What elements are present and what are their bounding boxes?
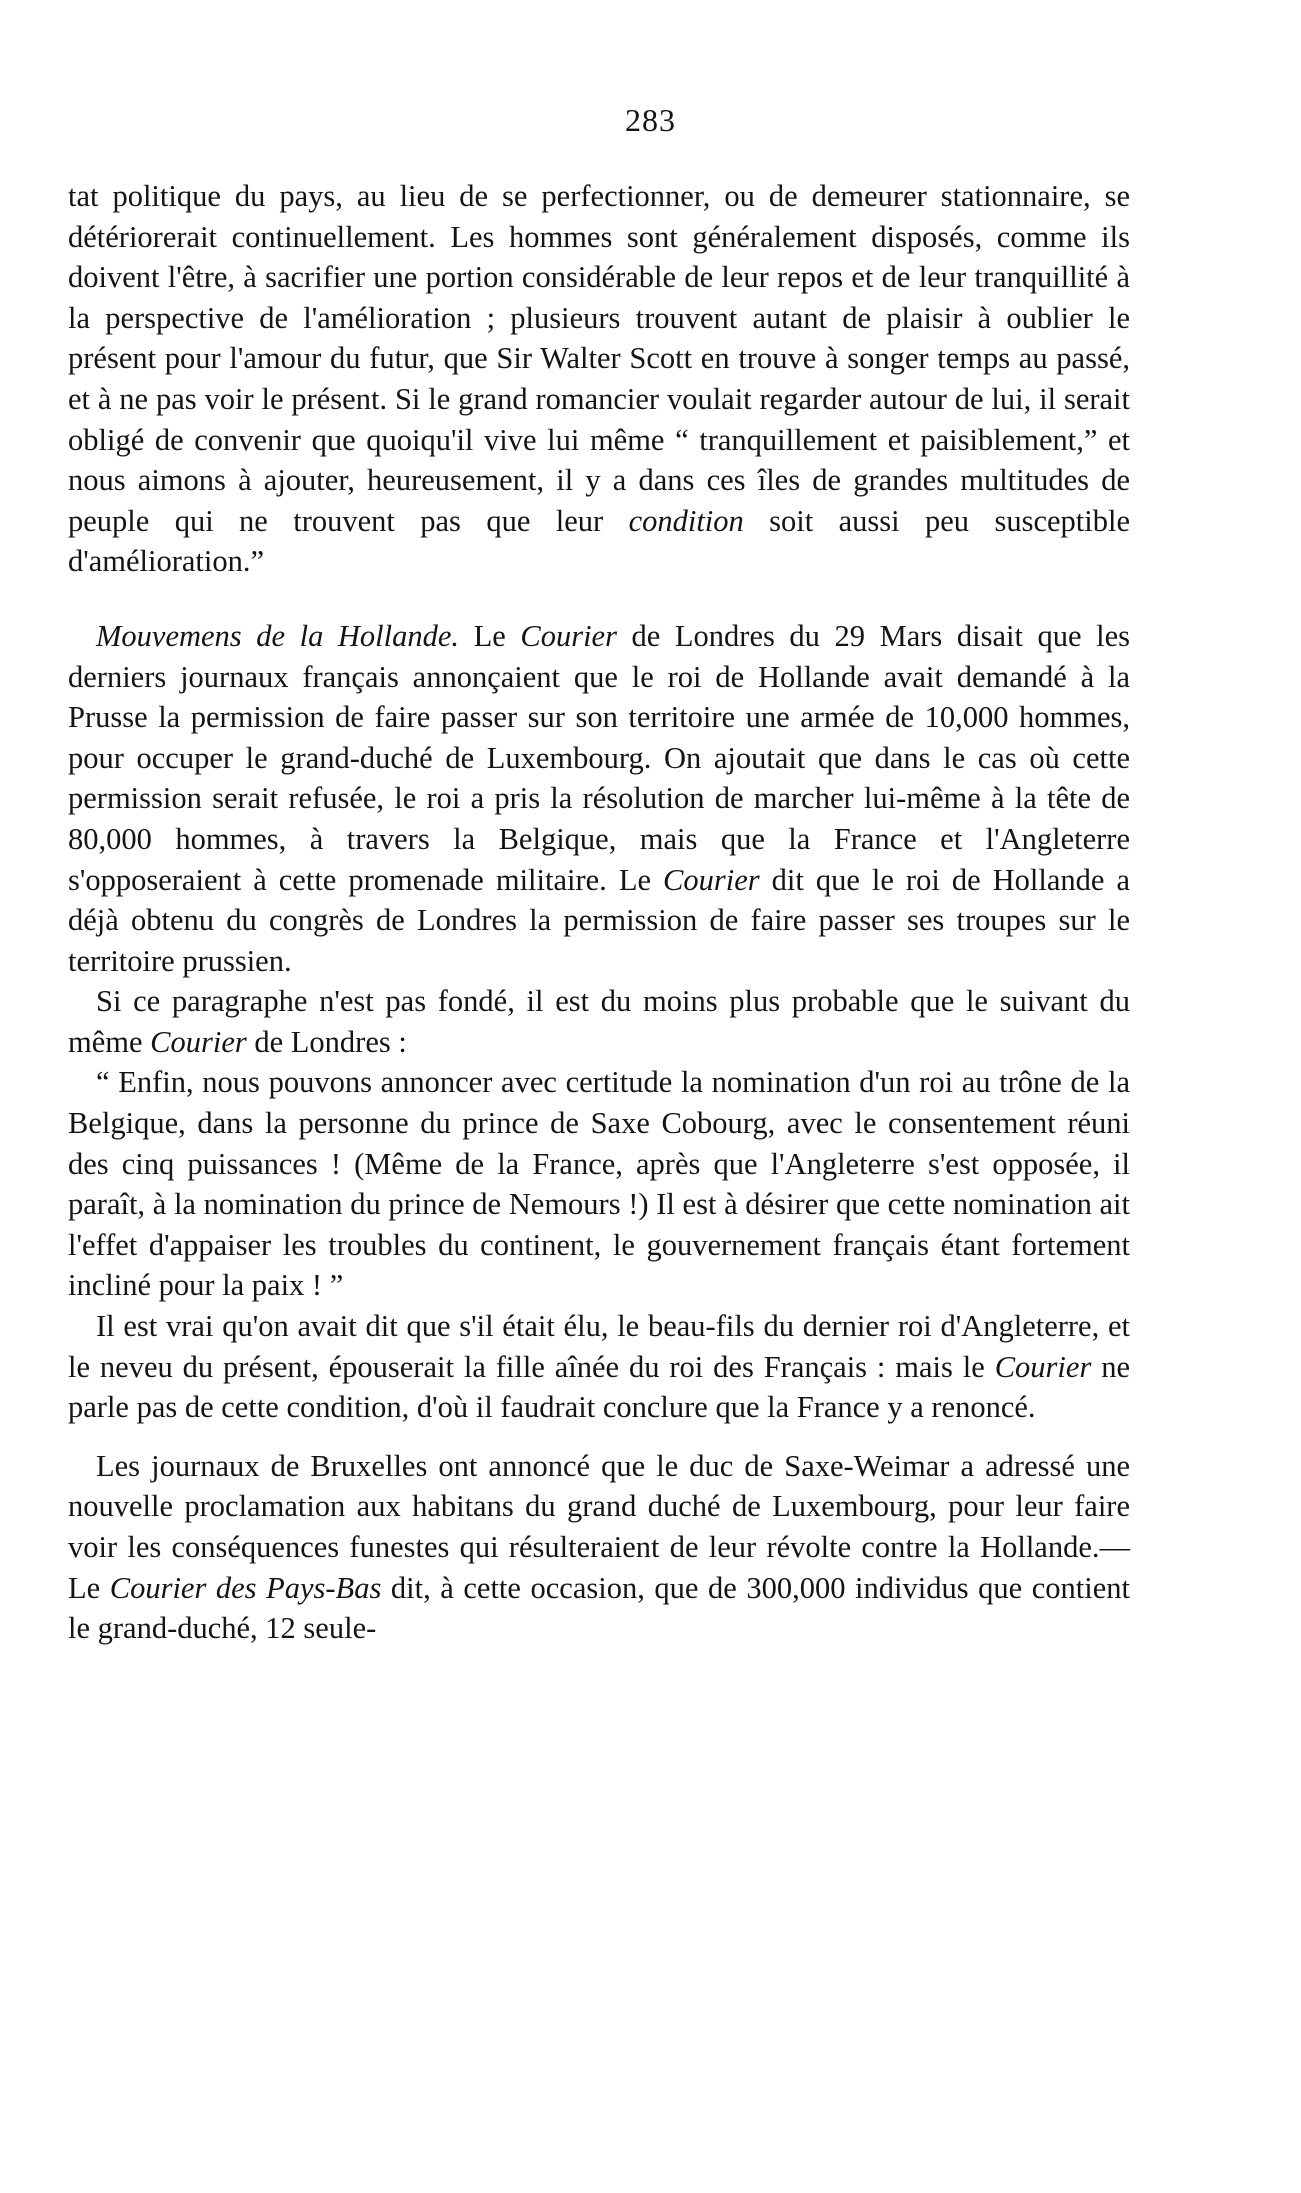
page-number: 283 bbox=[625, 102, 676, 138]
text-column bbox=[68, 176, 1130, 1649]
text-segment: dit que le roi de Hollande a déjà obtenu du congrès de Londres la permission de faire passer ses troupes sur le territoire prussien. bbox=[68, 862, 1130, 978]
text-segment: Le bbox=[459, 618, 521, 653]
italic-text: Courier bbox=[520, 618, 617, 653]
text-segment: tat politique du pays, au lieu de se perfectionner, ou de demeurer stationnaire, se détériorerait continuellement. Les hommes sont généralement disposés, comme ils doivent l'être, à sacrifier une portion considérable de leur repos et de leur tranquillité à la perspective de l'amélioration ; plusieurs trouvent autant de plaisir à oublier le présent pour l'amour du futur, que Sir Walter Scott en trouve à songer temps au passé, et à ne pas voir le présent. Si le grand romancier voulait regarder autour de lui, il serait obligé de convenir que quoiqu'il vive lui même “ tranquillement et paisiblement,” et nous aimons à ajouter, heureusement, il y a dans ces îles de grandes multitudes de peuple qui ne trouvent pas que leur bbox=[68, 179, 1130, 538]
text-segment: de Londres : bbox=[246, 1024, 407, 1059]
paragraph bbox=[68, 616, 1130, 981]
italic-text: Courier bbox=[994, 1349, 1092, 1384]
paragraph bbox=[68, 176, 1130, 582]
italic-text: Mouvemens de la Hollande. bbox=[96, 618, 460, 653]
text-segment: soit aussi peu susceptible d'amélioration.” bbox=[68, 503, 1130, 579]
italic-text: Courier bbox=[150, 1024, 247, 1059]
italic-text: Courier bbox=[663, 862, 760, 897]
italic-text: Courier des Pays-Bas bbox=[109, 1570, 382, 1605]
text-segment: dit, à cette occasion, que de 300,000 individus que contient le grand-duché, 12 seule- bbox=[68, 1570, 1130, 1646]
text-segment: de Londres du 29 Mars disait que les derniers journaux français annonçaient que le roi de Hollande avait demandé à la Prusse la permission de faire passer sur son territoire une armée de 10,000 hommes, pour occuper le grand-duché de Luxembourg. On ajoutait que dans le cas où cette permission serait refusée, le roi a pris la résolution de marcher lui-même à la tête de 80,000 hommes, à travers la Belgique, mais que la France et l'Angleterre s'opposeraient à cette promenade militaire. Le bbox=[68, 618, 1130, 897]
text-segment: Il est vrai qu'on avait dit que s'il était élu, le beau-fils du dernier roi d'Angleterre, et le neveu du présent, épouserait la fille aînée du roi des Français : mais le bbox=[68, 1309, 1130, 1384]
text-segment: Les journaux de Bruxelles ont annoncé que le duc de Saxe-Weimar a adressé une nouvelle proclamation aux habitans du grand duché de Luxembourg, pour leur faire voir les conséquences funestes qui résulteraient de leur révolte contre la Hollande.—Le bbox=[68, 1448, 1130, 1605]
paragraph bbox=[68, 1306, 1130, 1428]
text-segment: Si ce paragraphe n'est pas fondé, il est du moins plus probable que le suivant du même bbox=[68, 984, 1130, 1059]
text-segment: “ Enfin, nous pouvons annoncer avec certitude la nomination d'un roi au trône de la Belgique, dans la personne du prince de Saxe Cobourg, avec le consentement réuni des cinq puissances ! (Même de la France, après que l'Angleterre s'est opposée, il paraît, à la nomination du prince de Nemours !) Il est à désirer que cette nomination ait l'effet d'appaiser les troubles du continent, le gouvernement français étant fortement incliné pour la paix ! ” bbox=[68, 1065, 1130, 1303]
text-segment: ne parle pas de cette condition, d'où il faudrait conclure que la France y a renoncé. bbox=[68, 1349, 1130, 1425]
paragraph bbox=[68, 981, 1130, 1062]
italic-text: condition bbox=[628, 503, 744, 538]
paragraph bbox=[68, 1062, 1130, 1306]
paragraph bbox=[68, 1446, 1130, 1649]
